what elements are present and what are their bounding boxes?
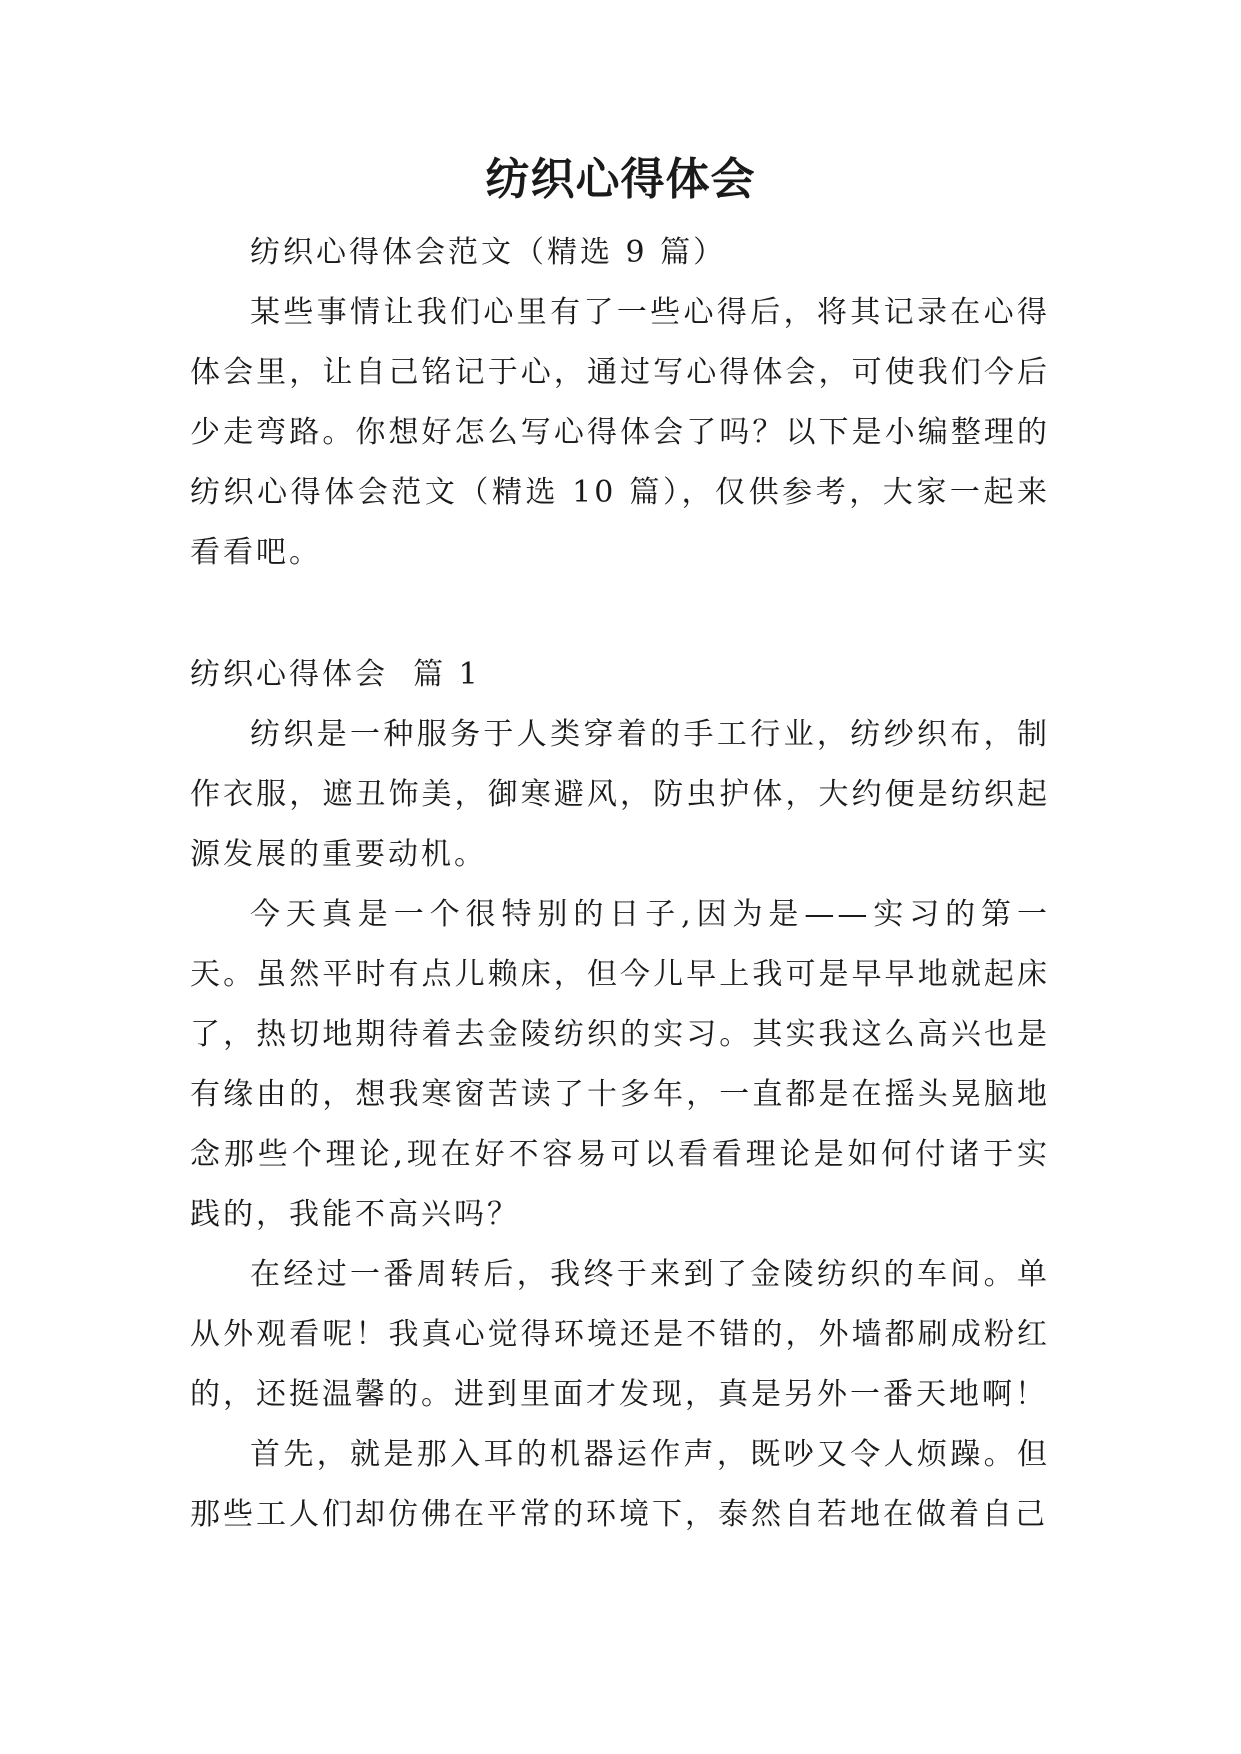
section-heading: 纺织心得体会 篇 1 [190, 657, 481, 692]
section-paragraph-3: 在经过一番周转后，我终于来到了金陵纺织的车间。单从外观看呢！我真心觉得环境还是不错的，外墙都刷成粉红的，还挺温馨的。进到里面才发现，真是另外一番天地啊！ [190, 1257, 1050, 1412]
intro-paragraph: 某些事情让我们心里有了一些心得后，将其记录在心得体会里，让自己铭记于心，通过写心得体会，可使我们今后少走弯路。你想好怎么写心得体会了吗？以下是小编整理的纺织心得体会范文（精选 10 篇），仅供参考，大家一起来看看吧。 [190, 295, 1050, 570]
section-spacer [190, 583, 1050, 645]
document-title: 纺织心得体会 [485, 154, 756, 205]
section-paragraph-2: 今天真是一个很特别的日子,因为是——实习的第一天。虽然平时有点儿赖床，但今儿早上我可是早早地就起床了，热切地期待着去金陵纺织的实习。其实我这么高兴也是有缘由的，想我寒窗苦读了十多年，一直都是在摇头晃脑地念那些个理论,现在好不容易可以看看理论是如何付诸于实践的，我能不高兴吗？ [190, 897, 1050, 1232]
document-body [190, 223, 1050, 1545]
intro-subtitle: 纺织心得体会范文（精选 9 篇） [250, 235, 727, 270]
section-paragraph-4: 首先，就是那入耳的机器运作声，既吵又令人烦躁。但那些工人们却仿佛在平常的环境下，泰然自若地在做着自己 [190, 1437, 1050, 1532]
section-paragraph-1: 纺织是一种服务于人类穿着的手工行业，纺纱织布，制作衣服，遮丑饰美，御寒避风，防虫护体，大约便是纺织起源发展的重要动机。 [190, 717, 1050, 872]
